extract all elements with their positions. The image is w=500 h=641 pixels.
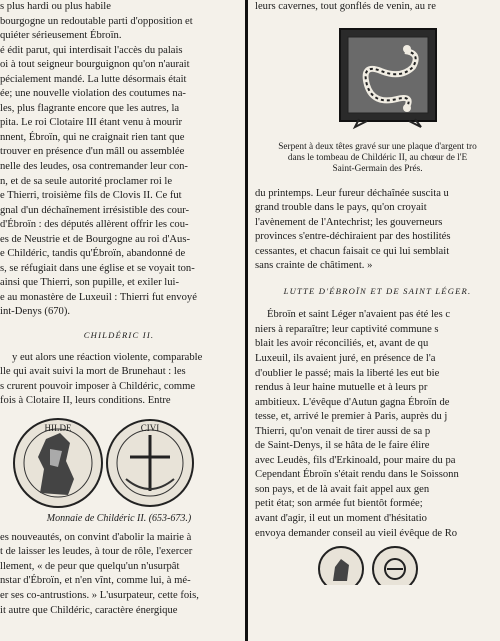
serpent-figure [255, 15, 500, 142]
text-line: blait les avoir réconciliés, et, avant de qu [255, 338, 429, 350]
text-line: ambitieux. L'évêque d'Autun gagna Ébroïn de [255, 396, 450, 408]
coin-obverse [14, 419, 102, 507]
text-line: son pays, et de là avait fait appel aux gen [255, 483, 430, 495]
text-line: gnal d'un déchaînement irrésistible des cour- [0, 204, 190, 216]
text-line: e Thierri, troisième fils de Clovis II. Ce fut [0, 190, 182, 202]
text-line: du printemps. Leur fureur déchaînée suscita u [255, 187, 449, 199]
text-line: leurs cavernes, tout gonflés de venin, au re [255, 1, 436, 12]
left-paragraph-1 [0, 0, 238, 320]
text-line: é édit parut, qui interdisait l'accès du palais [0, 44, 183, 56]
coin-figure [0, 409, 238, 531]
text-line: lle qui avait suivi la mort de Brunehaut : les [0, 366, 186, 378]
right-paragraph-2 [255, 308, 500, 541]
text-line: les, plus flagrante encore que les autres, la [0, 102, 180, 114]
svg-text:CIVI: CIVI [140, 422, 160, 433]
caption-line: dans le tombeau de Childéric II, au chœur de l'É [287, 152, 468, 163]
text-line: grand trouble dans le pays, qu'on croyait [255, 202, 427, 214]
right-paragraph-1 [255, 187, 500, 274]
serpent-caption [255, 142, 500, 175]
coin-figure-bottom [255, 541, 500, 581]
text-line: avant d'agir, il eut un moment d'hésitatio [255, 513, 427, 525]
text-line: pita. Le roi Clotaire III étant venu à mourir [0, 117, 183, 129]
column-divider [245, 0, 248, 641]
text-line: y eut alors une réaction violente, comparable [12, 351, 203, 363]
text-line: l'avènement de l'Antechrist; les gouverneurs [255, 216, 443, 228]
coin-illustration [0, 409, 238, 513]
right-column [255, 0, 500, 581]
text-line: s crurent pouvoir imposer à Childéric, comme [0, 380, 196, 392]
text-line: Ébroïn et saint Léger n'avaient pas été les c [267, 309, 451, 321]
text-line: petit état; son armée fut bientôt formée; [255, 498, 423, 510]
text-line: ée; une nouvelle violation des coutumes na- [0, 88, 186, 100]
section-heading-lutte: LUTTE D'ÉBROÏN ET DE SAINT LÉGER. [283, 285, 472, 296]
text-line: it autre que Childéric, caractère énergique [0, 604, 178, 616]
text-line: s, se réfugiait dans une église et se voyait ton- [0, 262, 195, 274]
caption-line: Saint-Germain des Prés. [332, 163, 423, 174]
svg-text:HILDE: HILDE [44, 422, 72, 433]
text-line: int-Denys (670). [0, 306, 71, 318]
coin-caption: Monnaie de Childéric II. (653-673.) [46, 512, 192, 524]
left-column [0, 0, 238, 618]
text-line: e Childéric, tandis qu'Ébroïn, abandonné de [0, 248, 186, 260]
text-line: trouver en présence d'un mâll ou assemblée [0, 146, 185, 158]
text-line: nelle des leudes, osa contremander leur con- [0, 161, 188, 173]
text-line: bourgogne un redoutable parti d'opposition et [0, 15, 193, 27]
text-line: llement, « de peur que quelqu'un n'usurpât [0, 560, 180, 572]
text-line: sans crainte de châtiment. » [255, 260, 373, 272]
text-line: nnent, Ébroïn, qui ne craignait rien tant que [0, 131, 185, 143]
text-line: s plus hardi ou plus habile [0, 1, 111, 12]
text-line: t de laisser les leudes, à tour de rôle, l'exercer [0, 546, 193, 558]
text-line: cessantes, et chacun faisait ce qui lui semblait [255, 245, 450, 257]
text-line: rendus à leur haine mutuelle et à leurs pr [255, 382, 428, 394]
text-line: d'Ébroïn : des députés allèrent offrir les cou- [0, 219, 189, 231]
text-line: Thierri, qu'on venait de tirer aussi de sa p [255, 425, 431, 437]
caption-line: Serpent à deux têtes gravé sur une plaque d'argent tro [278, 141, 477, 152]
text-line: Cependant Ébroïn s'était rendu dans le Soissonn [255, 469, 459, 481]
text-line: quiéter sérieusement Ébroïn. [0, 30, 122, 42]
text-line: ainsi que Thierri, son pupille, et exiler lui- [0, 277, 179, 289]
text-line: tesse, et, arrivé le premier à Paris, auprès du j [255, 411, 448, 423]
coin-reverse [107, 420, 193, 506]
left-paragraph-3 [0, 531, 238, 618]
text-line: oi à tout seigneur bourguignon qu'on n'aurait [0, 59, 190, 71]
text-line: es nouveautés, on convint d'abolir la mairie à [0, 531, 192, 543]
left-paragraph-2 [0, 351, 238, 409]
text-line: Luxeuil, ils avaient juré, en présence de l'a [255, 353, 436, 365]
text-line: provinces s'entre-déchiraient par des hostilités [255, 231, 451, 243]
text-line: er ses co-antrustions. » L'usurpateur, cette fois, [0, 589, 199, 601]
text-line: e au monastère de Luxeuil : Thierri fut envoyé [0, 291, 197, 303]
text-line: n, et de sa seule autorité proclamer roi le [0, 175, 173, 187]
text-line: es de Neustrie et de Bourgogne au roi d'Aus- [0, 233, 190, 245]
text-line: pécialement mandé. La lutte désormais était [0, 73, 187, 85]
text-line: d'oublier le passé; mais la liberté les eut bie [255, 367, 440, 379]
text-line: envoya demander conseil au vieil évêque de Ro [255, 527, 458, 539]
text-line: fois à Clotaire II, leurs conditions. Entre [0, 395, 171, 407]
text-line: de Saint-Denys, il se hâta de le faire élire [255, 440, 430, 452]
serpent-plaque-illustration [255, 15, 500, 139]
coin-illustration-bottom [255, 541, 500, 585]
text-line: niers à reparaître; leur captivité commune s [255, 323, 439, 335]
section-heading-childeric: CHILDÉRIC II. [83, 330, 155, 341]
text-line: avec Leudès, fils d'Erkinoald, pour maire du pa [255, 454, 456, 466]
text-line: nstar d'Ébroïn, et n'en vînt, comme lui, à mé- [0, 575, 191, 587]
